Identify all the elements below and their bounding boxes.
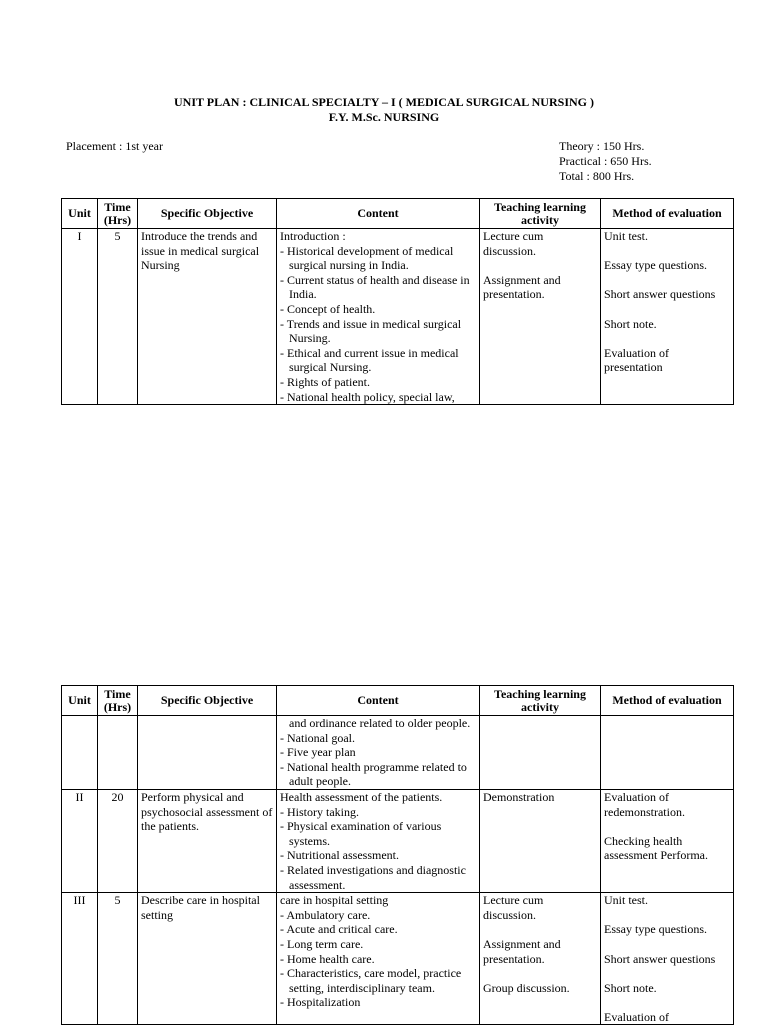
content-cell: [277, 789, 480, 892]
theory-hours: Theory : 150 Hrs.: [559, 139, 645, 153]
spacer: [604, 244, 730, 259]
content-item: - Related investigations and diagnostic assessment.: [280, 862, 466, 892]
content-item: - Acute and critical care.: [280, 922, 398, 937]
time-cell: 5: [98, 229, 138, 405]
spacer: [604, 995, 730, 1010]
spacer: [604, 937, 730, 952]
content-item: - Nutritional assessment.: [280, 848, 399, 863]
evaluation-item: Short note.: [604, 980, 657, 995]
content-item: - Ambulatory care.: [280, 907, 371, 922]
evaluation-item: Essay type questions.: [604, 258, 707, 273]
evaluation-item: Unit test.: [604, 893, 648, 908]
title-line-1: UNIT PLAN : CLINICAL SPECIALTY – I ( MEDICAL SURGICAL NURSING ): [174, 95, 594, 109]
content-cell: [277, 716, 480, 790]
header-content: Content: [277, 686, 480, 716]
objective-cell: Introduce the trends and issue in medical surgical Nursing: [138, 229, 277, 405]
evaluation-cell: [601, 229, 734, 405]
content-item: - Home health care.: [280, 951, 375, 966]
content-item: - Ethical and current issue in medical surgical Nursing.: [280, 345, 459, 375]
spacer: [604, 331, 730, 346]
objective-cell: Describe care in hospital setting: [138, 893, 277, 1025]
table-2-body: [62, 716, 734, 1025]
unit-cell: I: [62, 229, 98, 405]
teaching-item: Demonstration: [483, 789, 555, 804]
header-evaluation: Method of evaluation: [601, 199, 734, 229]
teaching-item: Lecture cum discussion.: [483, 229, 544, 258]
teaching-item: Assignment and presentation.: [483, 272, 561, 302]
spacer: [604, 273, 730, 288]
content-item: - Rights of patient.: [280, 374, 370, 389]
content-item: - Trends and issue in medical surgical Nursing.: [280, 316, 462, 346]
table-1-body: [62, 229, 734, 405]
teaching-cell: [480, 893, 601, 1025]
header-time: Time (Hrs): [98, 199, 138, 229]
table-row: [62, 229, 734, 405]
spacer: [604, 302, 730, 317]
spacer: [483, 922, 597, 937]
header-evaluation: Method of evaluation: [601, 686, 734, 716]
content-item: Introduction :: [280, 229, 346, 243]
header-unit: Unit: [62, 686, 98, 716]
title-line-2: F.Y. M.Sc. NURSING: [328, 110, 440, 124]
placement-text: Placement : 1st year: [66, 139, 163, 153]
evaluation-item: Evaluation of presentation: [604, 345, 669, 375]
evaluation-item: Evaluation of: [604, 1009, 669, 1024]
header-time: Time (Hrs): [98, 686, 138, 716]
content-item: - Long term care.: [280, 936, 364, 951]
content-item: care in hospital setting: [280, 893, 389, 908]
hours-summary: [559, 139, 652, 184]
teaching-item: Lecture cum discussion.: [483, 893, 544, 922]
teaching-item: Group discussion.: [483, 980, 570, 995]
unit-plan-table-1: [61, 198, 734, 405]
content-item: - Hospitalization: [280, 995, 361, 1010]
unit-cell: II: [62, 789, 98, 892]
evaluation-item: Short answer questions: [604, 951, 716, 966]
evaluation-item: Essay type questions.: [604, 922, 707, 937]
content-item: and ordinance related to older people.: [289, 716, 471, 730]
content-item: - Historical development of medical surgical nursing in India.: [280, 243, 454, 273]
spacer: [483, 258, 597, 273]
practical-hours: Practical : 650 Hrs.: [559, 154, 652, 168]
content-cell: [277, 893, 480, 1025]
unit-cell: [62, 716, 98, 790]
total-hours: Total : 800 Hrs.: [559, 169, 635, 183]
header-unit: Unit: [62, 199, 98, 229]
content-item: - National health programme related to adult people.: [280, 759, 467, 789]
content-item: - National goal.: [280, 730, 355, 745]
evaluation-cell: [601, 893, 734, 1025]
teaching-cell: [480, 229, 601, 405]
content-item: - Concept of health.: [280, 301, 376, 316]
teaching-cell: [480, 716, 601, 790]
header-teaching: Teaching learning activity: [480, 686, 601, 716]
spacer: [604, 819, 730, 834]
evaluation-item: Unit test.: [604, 229, 648, 243]
unit-plan-table-2: [61, 685, 734, 1025]
table-row: [62, 789, 734, 892]
evaluation-item: Short note.: [604, 316, 657, 331]
evaluation-item: Checking health assessment Performa.: [604, 833, 708, 863]
content-item: - History taking.: [280, 804, 359, 819]
spacer: [483, 966, 597, 981]
table-row: [62, 893, 734, 1025]
time-cell: [98, 716, 138, 790]
teaching-cell: [480, 789, 601, 892]
content-item: Health assessment of the patients.: [280, 789, 443, 804]
evaluation-cell: [601, 716, 734, 790]
content-item: - Five year plan: [280, 745, 356, 760]
header-teaching: Teaching learning activity: [480, 199, 601, 229]
time-cell: 20: [98, 789, 138, 892]
evaluation-item: Short answer questions: [604, 287, 716, 302]
unit-cell: III: [62, 893, 98, 1025]
header-objective: Specific Objective: [138, 199, 277, 229]
content-item: - Current status of health and disease in India.: [280, 272, 470, 302]
evaluation-item: Evaluation of redemonstration.: [604, 789, 685, 819]
content-item: - Characteristics, care model, practice setting, interdisciplinary team.: [280, 966, 462, 995]
header-content: Content: [277, 199, 480, 229]
content-item: - Physical examination of various systems.: [280, 819, 442, 848]
time-cell: 5: [98, 893, 138, 1025]
objective-cell: Perform physical and psychosocial assessment of the patients.: [138, 789, 277, 892]
table-row: [62, 716, 734, 790]
evaluation-cell: [601, 789, 734, 892]
teaching-item: Assignment and presentation.: [483, 936, 561, 966]
spacer: [604, 966, 730, 981]
header-objective: Specific Objective: [138, 686, 277, 716]
content-item: - National health policy, special law,: [280, 389, 455, 404]
objective-cell: [138, 716, 277, 790]
spacer: [604, 908, 730, 923]
content-cell: [277, 229, 480, 405]
